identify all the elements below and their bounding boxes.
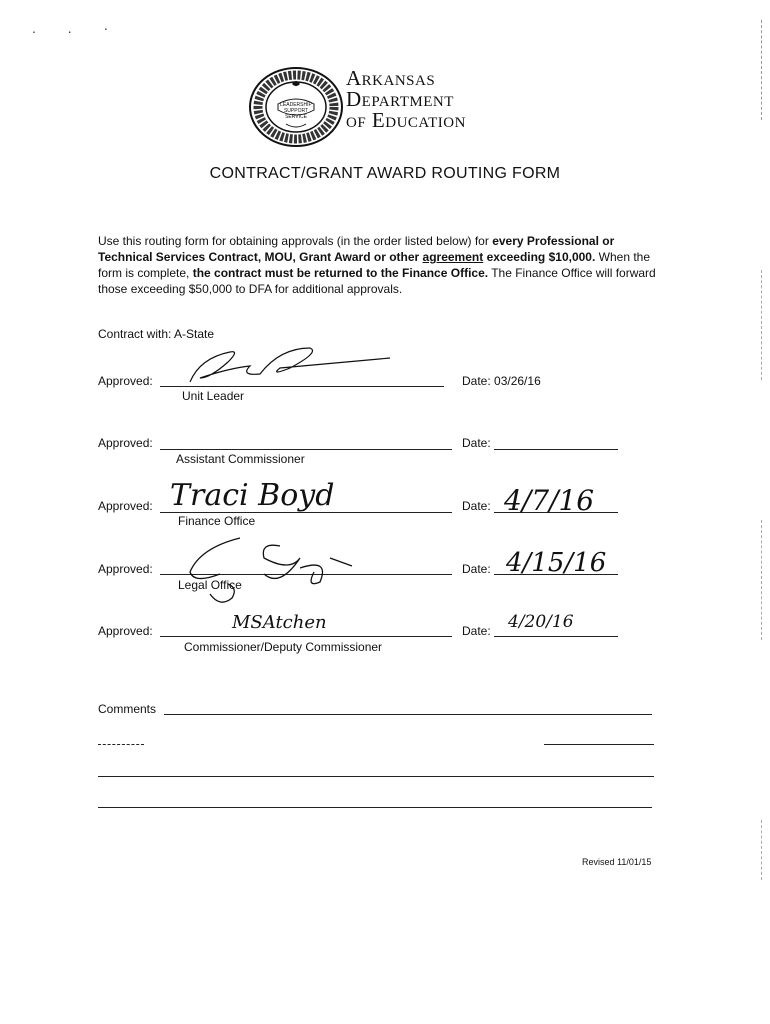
- comments-line-2a: [98, 744, 144, 745]
- scan-edge-mark-1: [761, 20, 764, 120]
- approved-label-legal-office: Approved:: [98, 562, 153, 576]
- comments-label: Comments: [98, 702, 157, 716]
- signature-legal-office: [180, 528, 360, 606]
- signature-line-assistant-commissioner: [160, 449, 452, 450]
- instructions: Use this routing form for obtaining approvals (in the order listed below) for every Professional or Technical Services Contract, MOU, Grant Award or other agreement exceeding $10,000. When the form is complete, the contract must be returned to the Finance Office. The Finance Office will forward those exceeding $50,000 to DFA for additional approvals.: [98, 234, 656, 296]
- signature-commissioner: MSAtchen: [232, 612, 327, 633]
- org-line-3: of Education: [346, 108, 466, 132]
- approved-label-assistant-commissioner: Approved:: [98, 436, 153, 450]
- date-unit-leader: Date: 03/26/16: [462, 374, 541, 388]
- scan-edge-mark-3: [761, 520, 764, 640]
- svg-text:SUPPORT: SUPPORT: [283, 108, 309, 114]
- comments-line-2b: [544, 744, 654, 745]
- scan-edge-mark-2: [761, 270, 764, 380]
- date-value-commissioner: 4/20/16: [508, 612, 574, 632]
- department-seal-icon: [248, 66, 344, 148]
- scan-specks: . . ·: [32, 20, 123, 36]
- role-commissioner: Commissioner/Deputy Commissioner: [184, 640, 383, 654]
- date-value-legal-office: 4/15/16: [506, 548, 607, 578]
- comments-line-1: [164, 714, 652, 715]
- signature-finance-office: Traci Boyd: [170, 478, 335, 513]
- comments-line-3: [98, 776, 654, 777]
- date-value-finance-office: 4/7/16: [504, 484, 595, 517]
- org-line-1: Arkansas: [346, 66, 436, 90]
- date-line-assistant-commissioner: [494, 449, 618, 450]
- date-label-finance-office: Date:: [462, 499, 491, 513]
- date-label-commissioner: Date:: [462, 624, 491, 638]
- role-finance-office: Finance Office: [178, 514, 256, 528]
- signature-line-commissioner: [160, 636, 452, 637]
- contract-with: Contract with: A-State: [98, 327, 215, 341]
- signature-unit-leader: [170, 338, 400, 388]
- org-line-2: Department: [346, 87, 454, 111]
- svg-text:LEADERSHIP: LEADERSHIP: [280, 102, 312, 108]
- role-legal-office: Legal Office: [178, 578, 242, 592]
- form-title: CONTRACT/GRANT AWARD ROUTING FORM: [209, 165, 561, 182]
- approved-label-commissioner: Approved:: [98, 624, 153, 638]
- org-name: [346, 68, 466, 131]
- svg-text:SERVICE: SERVICE: [285, 114, 307, 120]
- date-assistant-commissioner: Date:: [462, 436, 491, 450]
- role-unit-leader: Unit Leader: [182, 389, 245, 403]
- date-value-unit-leader: 03/26/16: [494, 374, 541, 388]
- comments-line-4: [98, 807, 652, 808]
- role-assistant-commissioner: Assistant Commissioner: [176, 452, 305, 466]
- date-line-commissioner: [494, 636, 618, 637]
- approved-label-unit-leader: Approved:: [98, 374, 153, 388]
- scan-edge-mark-4: [761, 820, 764, 880]
- date-label-legal-office: Date:: [462, 562, 491, 576]
- revised-date: Revised 11/01/15: [582, 857, 652, 867]
- approved-label-finance-office: Approved:: [98, 499, 153, 513]
